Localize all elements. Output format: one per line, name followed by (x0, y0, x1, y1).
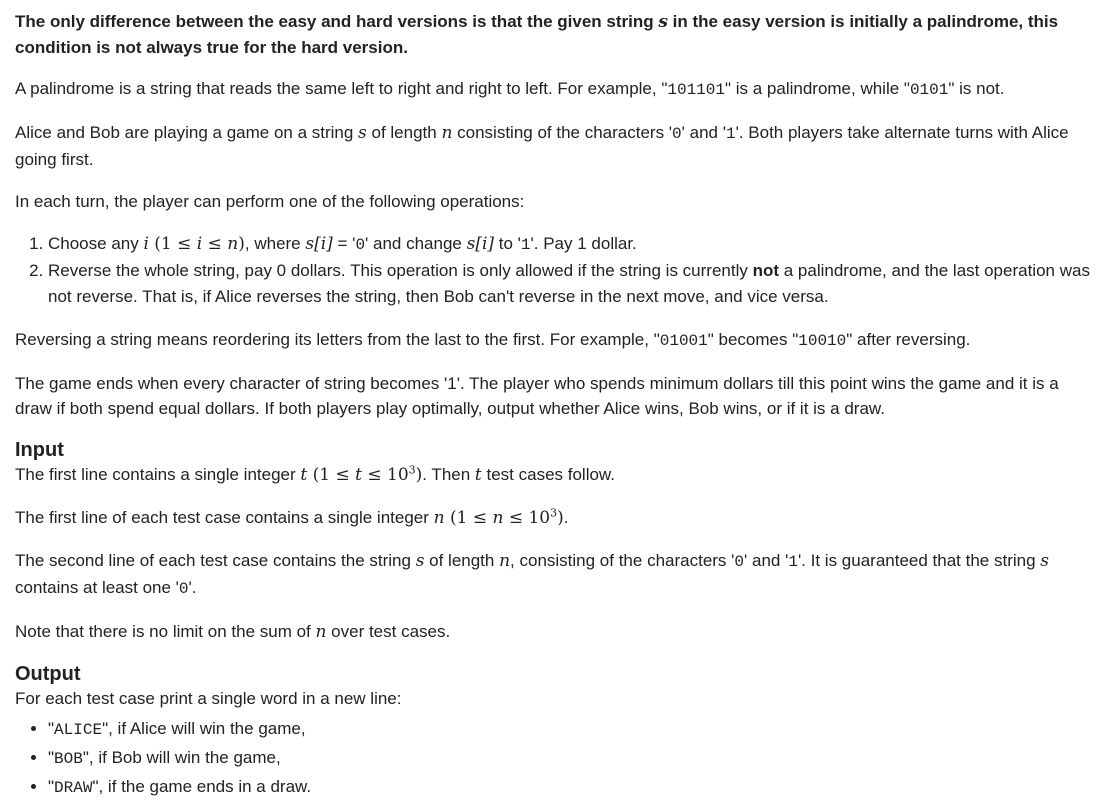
output-option-alice: • "ALICE", if Alice will win the game, (48, 715, 1091, 744)
output-options-list (15, 715, 1091, 802)
operations-intro: In each turn, the player can perform one of the following operations: (15, 192, 525, 211)
game-description: Alice and Bob are playing a game on a string s of length n consisting of the characters '0' and '1'. Both players take alternate turns with Alice going first. (15, 123, 1069, 169)
input-line-n: The first line of each test case contains a single integer n $(1 \le n \le 10^3)$. (15, 506, 569, 528)
input-line-t: The first line contains a single integer t $(1 \le t \le 10^3)$. Then t test cases follow. (15, 463, 615, 485)
output-option-bob: • "BOB", if Bob will win the game, (48, 744, 1091, 773)
reverse-definition: Reversing a string means reordering its letters from the last to the first. For example, "01001" becomes "10010" after reversing. (15, 330, 971, 350)
input-section-title: Input (15, 439, 64, 461)
output-option-draw: • "DRAW", if the game ends in a draw. (48, 773, 1091, 802)
palindrome-definition: A palindrome is a string that reads the same left to right and right to left. For example, "101101" is a palindrome, while "0101" is not. (15, 79, 1005, 99)
version-difference-note: The only difference between the easy and hard versions is that the given string s in the easy version is initially a palindrome, this condition is not always true for the hard version. (15, 12, 1059, 57)
output-section-title: Output (15, 663, 81, 685)
operation-reverse: 2. Reverse the whole string, pay 0 dollars. This operation is only allowed if the string is currently not a palindrome, and the last operation was not reverse. That is, if Alice reverses the string, then Bob can't reverse in the next move, and vice versa. (48, 258, 1091, 310)
input-line-s: The second line of each test case contains the string s of length n, consisting of the characters '0' and '1'. It is guaranteed that the string s contains at least one '0'. (15, 551, 1050, 598)
operation-choose: 1. Choose any i (1 ≤ i ≤ n), where s[i] = '0' and change s[i] to '1'. Pay 1 dollar. (48, 231, 1091, 258)
input-note: Note that there is no limit on the sum of n over test cases. (15, 622, 451, 642)
operations-list (15, 231, 1091, 310)
output-intro: For each test case print a single word in a new line: (15, 689, 402, 708)
game-end-rules: The game ends when every character of string becomes '1'. The player who spends minimum dollars till this point wins the game and it is a draw if both spend equal dollars. If both players play optimally, output whether Alice wins, Bob wins, or if it is a draw. (15, 374, 1059, 418)
